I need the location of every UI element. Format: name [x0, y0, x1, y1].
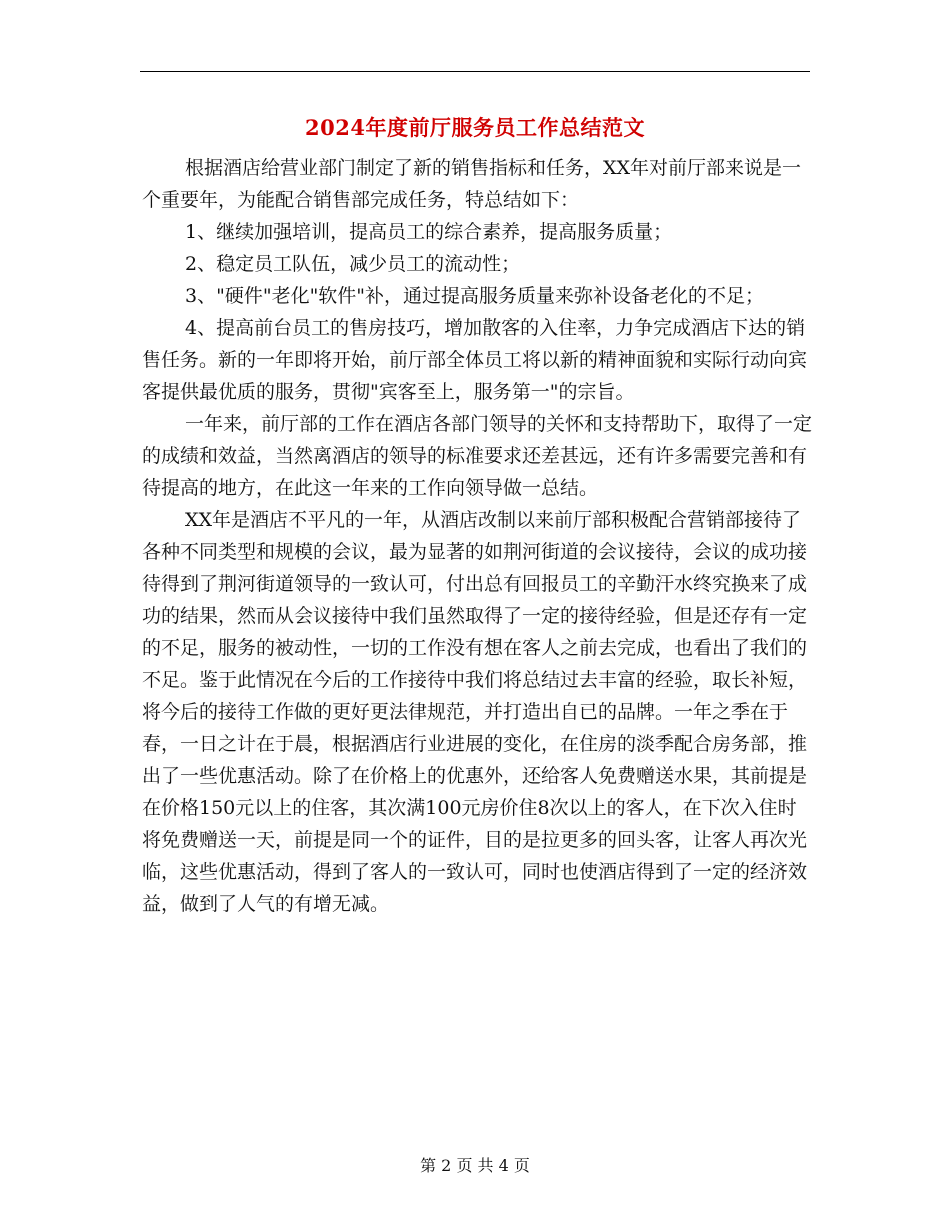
- paragraph-item-4: 4、提高前台员工的售房技巧，增加散客的入住率，力争完成酒店下达的销售任务。新的一年即将开始，前厅部全体员工将以新的精神面貌和实际行动向宾客提供最优质的服务，贯彻"宾客至上，服务第一"的宗旨。: [142, 317, 808, 403]
- paragraph-item-2: 2、稳定员工队伍，减少员工的流动性；: [185, 253, 521, 275]
- paragraph-details: XX年是酒店不平凡的一年，从酒店改制以来前厅部积极配合营销部接待了各种不同类型和规模的会议，最为显著的如荆河街道的会议接待，会议的成功接待得到了荆河街道领导的一致认可，付出总有回报员工的辛勤汗水终究换来了成功的结果，然而从会议接待中我们虽然取得了一定的接待经验，但是还存有一定的不足，服务的被动性，一切的工作没有想在客人之前去完成，也看出了我们的不足。鉴于此情况在今后的工作接待中我们将总结过去丰富的经验，取长补短，将今后的接待工作做的更好更法律规范，并打造出自已的品牌。一年之季在于春，一日之计在于晨，根据酒店行业进展的变化，在住房的淡季配合房务部，推出了一些优惠活动。除了在价格上的优惠外，还给客人免费赠送水果，其前提是在价格150元以上的住客，其次满100元房价住8次以上的客人，在下次入住时将免费赠送一天，前提是同一个的证件，目的是拉更多的回头客，让客人再次光临，这些优惠活动，得到了客人的一致认可，同时也使酒店得到了一定的经济效益，做到了人气的有增无减。: [142, 509, 808, 915]
- document-title: 2024年度前厅服务员工作总结范文: [305, 115, 645, 140]
- paragraph-intro: 根据酒店给营业部门制定了新的销售指标和任务，XX年对前厅部来说是一个重要年，为能配合销售部完成任务，特总结如下：: [142, 157, 802, 211]
- page-footer: 第 2 页 共 4 页: [420, 1156, 530, 1175]
- document-body: [142, 152, 812, 920]
- paragraph-year-review: 一年来，前厅部的工作在酒店各部门领导的关怀和支持帮助下，取得了一定的成绩和效益，当然离酒店的领导的标准要求还差甚远，还有许多需要完善和有待提高的地方，在此这一年来的工作向领导做一总结。: [142, 413, 813, 499]
- header-rule: [140, 71, 810, 72]
- paragraph-item-3: 3、"硬件"老化"软件"补，通过提高服务质量来弥补设备老化的不足；: [185, 285, 765, 307]
- paragraph-item-1: 1、继续加强培训，提高员工的综合素养，提高服务质量；: [185, 221, 673, 243]
